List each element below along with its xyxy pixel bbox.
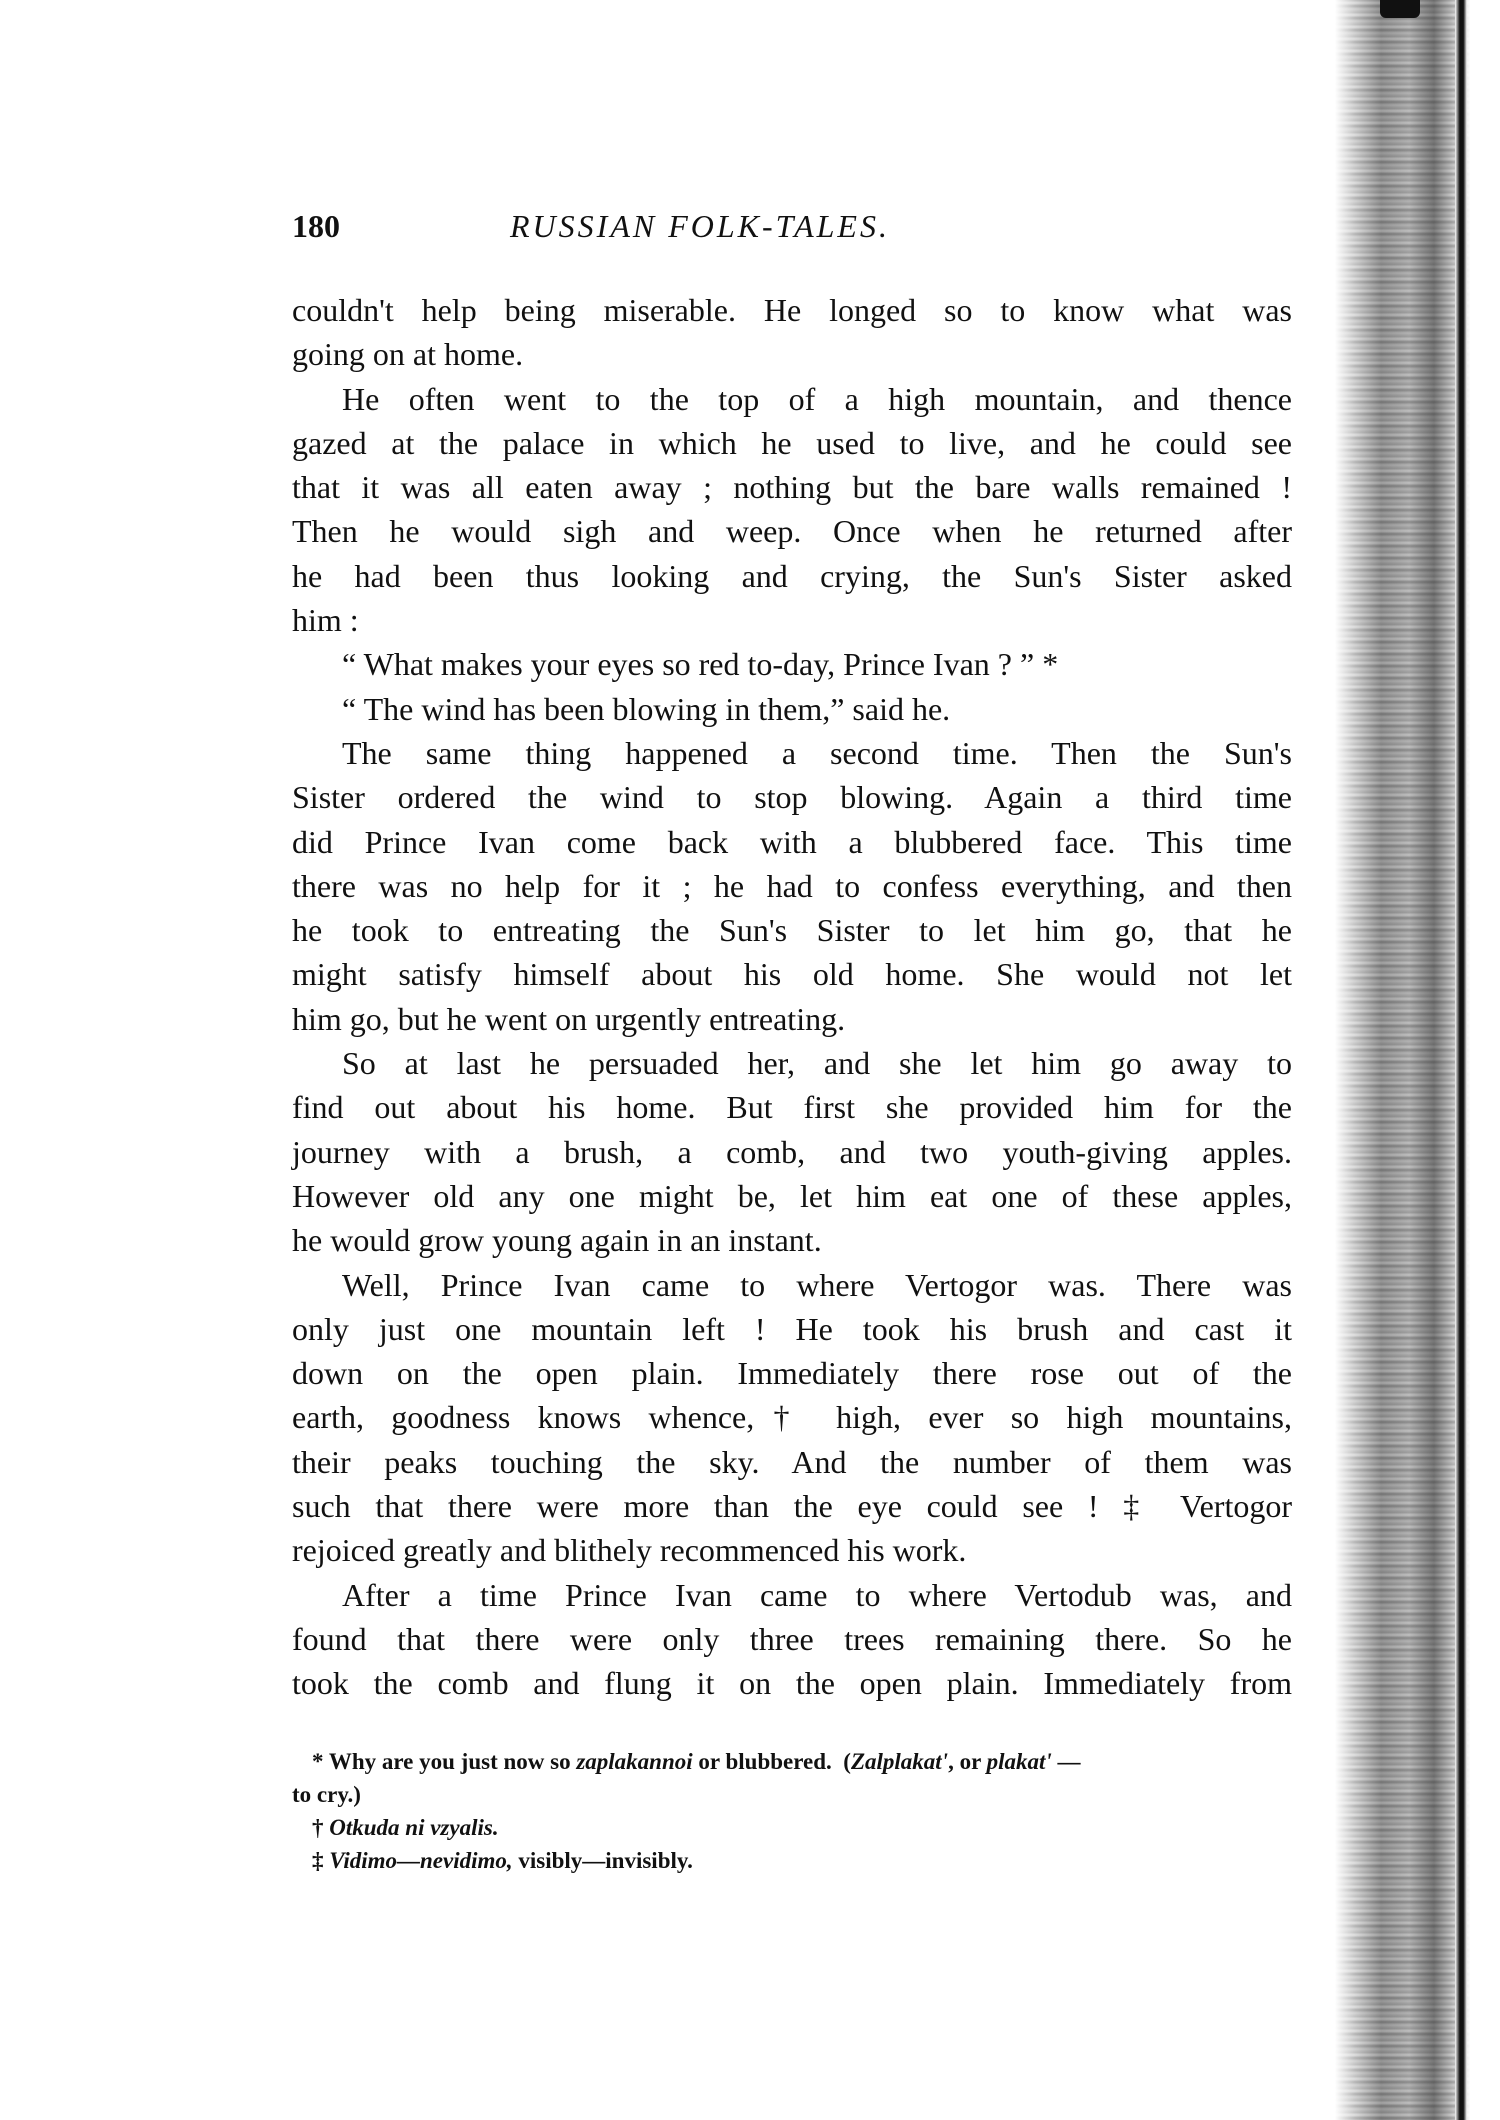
text-line: going on at home. [292, 336, 524, 373]
text-line: took the comb and flung it on the open plain. Immediately from [292, 1665, 1292, 1702]
text-line: Sister ordered the wind to stop blowing. Again a third time [292, 779, 1292, 816]
footnote-term: Otkuda ni vzyalis. [329, 1815, 499, 1840]
text-line: earth, goodness knows whence,† high, ever so high mountains, [292, 1399, 1292, 1436]
text-line: he would grow young again in an instant. [292, 1222, 822, 1259]
footnote-marker: ‡ [312, 1848, 324, 1873]
page-binding-shadow [1335, 0, 1500, 2120]
text-line: found that there were only three trees remaining there. So he [292, 1620, 1292, 1657]
text-line: “ The wind has been blowing in them,” said he. [342, 690, 951, 727]
footnote-text: visibly—invisibly. [518, 1848, 693, 1873]
text-line: their peaks touching the sky. And the number of them was [292, 1443, 1292, 1480]
text-line: there was no help for it ; he had to confess everything, and then [292, 867, 1292, 904]
text-line: him go, but he went on urgently entreating. [292, 1000, 846, 1037]
page-header [292, 208, 1292, 258]
footnote-marker: † [312, 1815, 324, 1840]
footnote-text: , or [948, 1749, 981, 1774]
text-line: down on the open plain. Immediately there rose out of the [292, 1355, 1292, 1392]
footnotes [292, 1745, 1292, 1877]
page-number: 180 [292, 208, 340, 244]
text-line: that it was all eaten away ; nothing but the bare walls remained ! [292, 469, 1292, 506]
footnote-text: ( [843, 1749, 851, 1774]
text-line: did Prince Ivan come back with a blubbered face. This time [292, 823, 1292, 860]
text-line: Then he would sigh and weep. Once when he returned after [292, 513, 1292, 550]
text-line: The same thing happened a second time. Then the Sun's [342, 734, 1292, 771]
text-line: “ What makes your eyes so red to-day, Prince Ivan ? ” * [342, 646, 1059, 683]
text-line: He often went to the top of a high mountain, and thence [342, 380, 1292, 417]
text-line: couldn't help being miserable. He longed so to know what was [292, 292, 1292, 328]
footnote [292, 1811, 1292, 1844]
footnote-term: Vidimo—nevidimo, [329, 1848, 513, 1873]
footnote-text: — [1057, 1749, 1081, 1774]
text-line: he took to entreating the Sun's Sister to let him go, that he [292, 912, 1292, 949]
footnote-marker: * [312, 1749, 324, 1774]
text-line: find out about his home. But first she provided him for the [292, 1089, 1292, 1126]
footnote [292, 1844, 1292, 1877]
page-edge [1455, 0, 1467, 2120]
text-line: he had been thus looking and crying, the Sun's Sister asked [292, 557, 1292, 594]
text-line: rejoiced greatly and blithely recommenced his work. [292, 1532, 967, 1569]
body-text [292, 288, 1292, 1706]
text-line: Well, Prince Ivan came to where Vertogor was. There was [342, 1266, 1292, 1303]
footnote-continuation: to cry.) [292, 1782, 361, 1807]
binding-tab [1380, 0, 1420, 18]
footnote [292, 1745, 1292, 1778]
footnote-term: plakat' [986, 1749, 1052, 1774]
footnote-text: or blubbered. [698, 1749, 832, 1774]
footnote-term: Zalplakat' [850, 1749, 949, 1774]
footnote-term: zaplakannoi [576, 1749, 693, 1774]
text-line: So at last he persuaded her, and she let him go away to [342, 1045, 1292, 1082]
footnote-text: Why are you just now so [328, 1749, 571, 1774]
text-line: gazed at the palace in which he used to live, and he could see [292, 424, 1292, 461]
text-line: him : [292, 602, 359, 639]
text-line: only just one mountain left ! He took his brush and cast it [292, 1310, 1292, 1347]
text-line: such that there were more than the eye could see ! ‡ Vertogor [292, 1488, 1292, 1525]
text-line: journey with a brush, a comb, and two youth-giving apples. [292, 1133, 1292, 1170]
text-line: However old any one might be, let him eat one of these apples, [292, 1177, 1292, 1214]
text-line: After a time Prince Ivan came to where Vertodub was, and [342, 1576, 1292, 1613]
text-line: might satisfy himself about his old home. She would not let [292, 956, 1292, 993]
running-title: RUSSIAN FOLK-TALES. [510, 208, 890, 244]
